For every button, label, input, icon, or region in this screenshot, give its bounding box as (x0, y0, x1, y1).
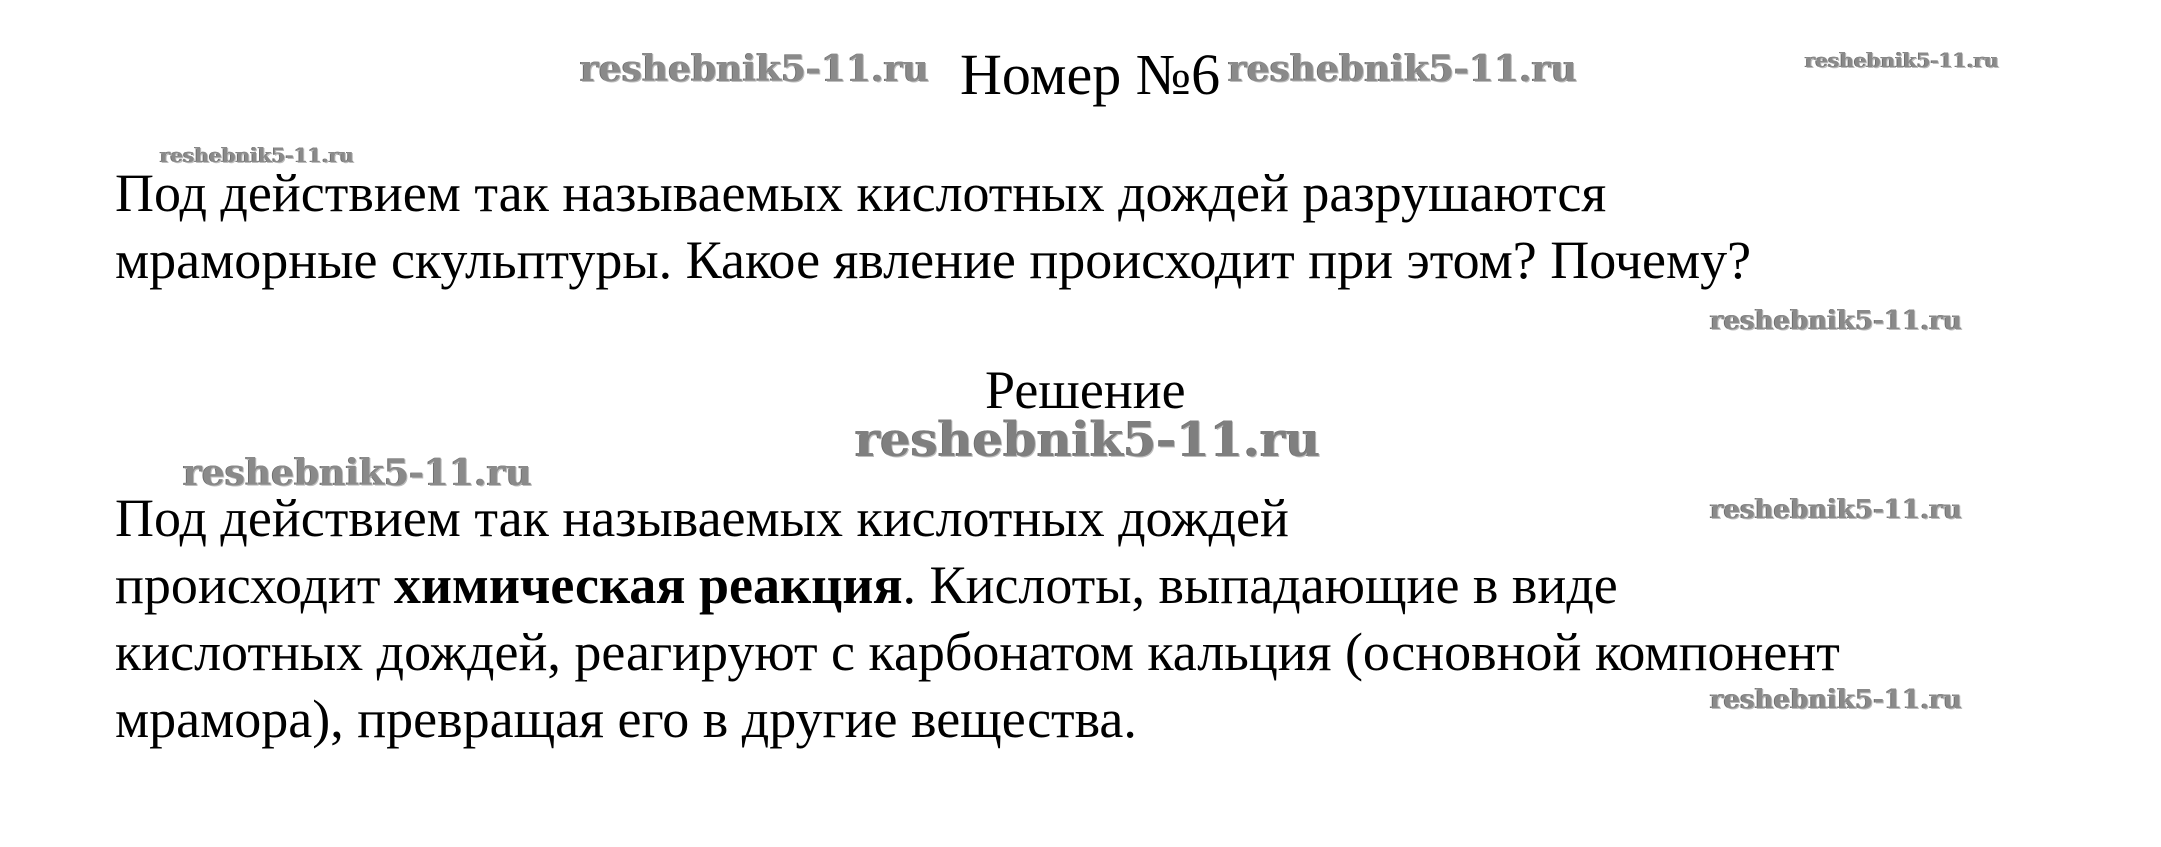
watermark: reshebnik5-11.ru (1710, 685, 1963, 715)
solution-line-prefix: происходит (115, 555, 394, 615)
watermark: reshebnik5-11.ru (580, 48, 929, 90)
watermark: reshebnik5-11.ru (1710, 306, 1963, 336)
page-title: Номер №6 (960, 42, 1221, 107)
watermark: reshebnik5-11.ru (1710, 495, 1963, 525)
question-line: мраморные скульптуры. Какое явление происходит при этом? Почему? (115, 230, 1752, 290)
watermark: reshebnik5-11.ru (1805, 48, 1999, 72)
solution-line-suffix: . Кислоты, выпадающие в виде (902, 555, 1618, 615)
solution-heading: Решение (985, 360, 1186, 420)
watermark: reshebnik5-11.ru (183, 452, 532, 494)
solution-line: кислотных дождей, реагируют с карбонатом кальция (основной компонент (115, 622, 1840, 682)
solution-line: Под действием так называемых кислотных дождей (115, 488, 1289, 548)
solution-text (115, 485, 2085, 753)
watermark: reshebnik5-11.ru (160, 143, 354, 167)
question-text (115, 160, 2075, 294)
watermark: reshebnik5-11.ru (855, 412, 1321, 468)
watermark: reshebnik5-11.ru (1228, 48, 1577, 90)
solution-line (115, 552, 2085, 619)
question-line: Под действием так называемых кислотных дождей разрушаются (115, 163, 1607, 223)
solution-line: мрамора), превращая его в другие вещества. (115, 689, 1137, 749)
emphasis-term: химическая реакция (393, 555, 903, 615)
